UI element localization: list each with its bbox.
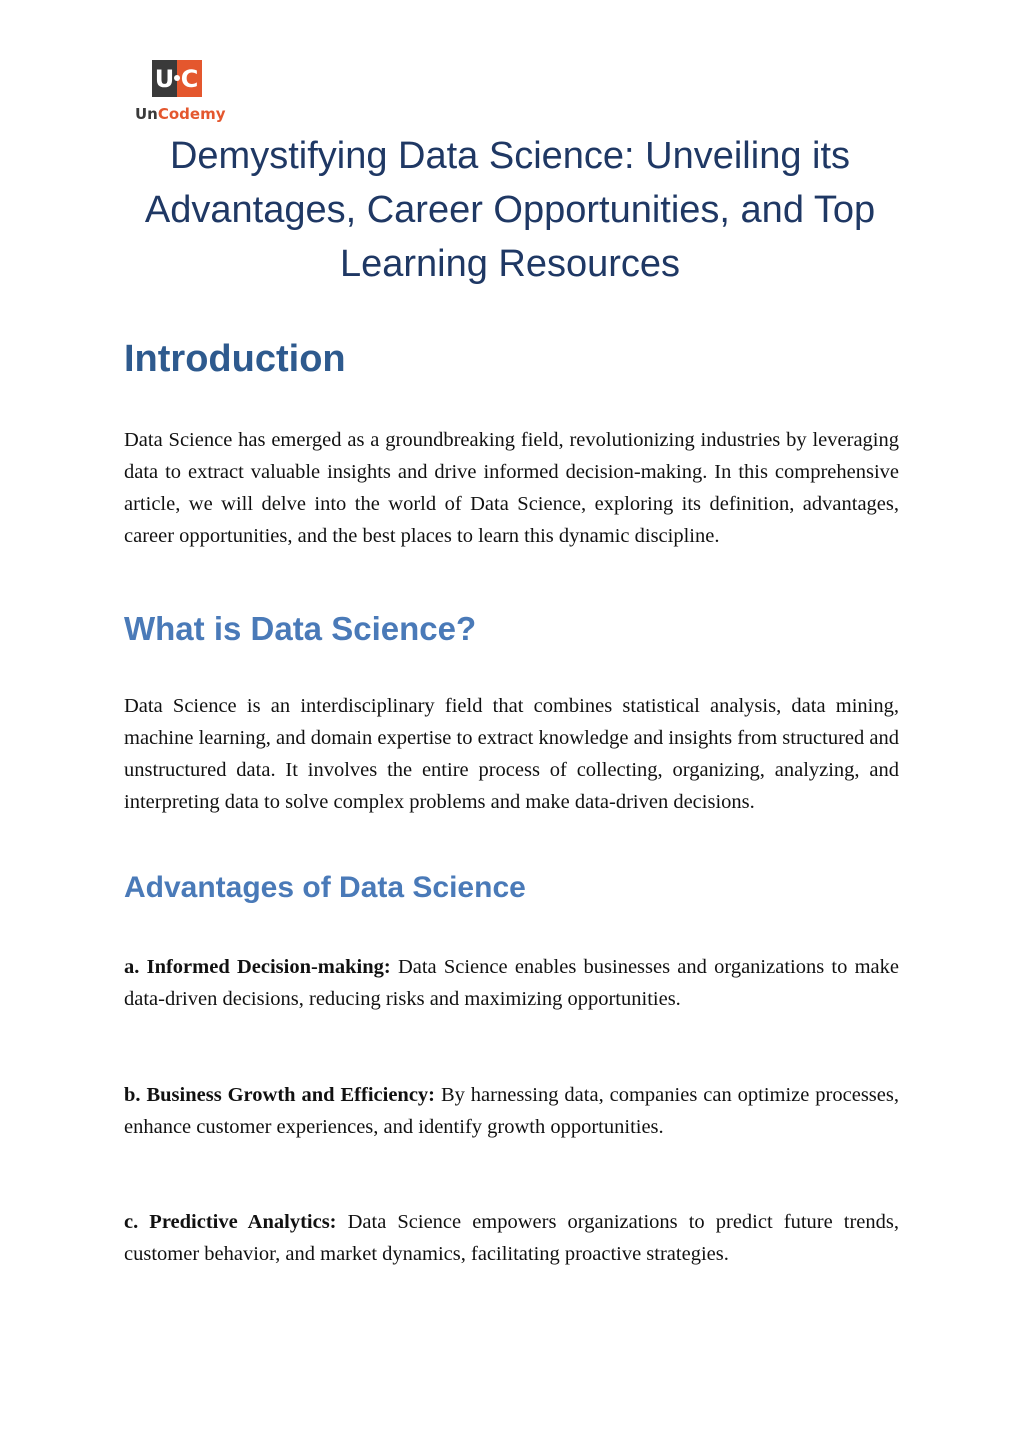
document-title: Demystifying Data Science: Unveiling its Advantages, Career Opportunities, and Top Learning Resources	[144, 135, 876, 285]
heading-introduction: Introduction	[124, 338, 346, 380]
logo-word-un: Un	[135, 105, 158, 123]
logo-mark	[152, 60, 202, 97]
advantage-item-a-label: a. Informed Decision-making:	[124, 956, 391, 978]
logo-mark-c	[177, 60, 202, 97]
advantage-item-c-text: Data Science empowers organizations to predict future trends, customer behavior, and market dynamics, facilitating proactive strategies.	[124, 1211, 899, 1265]
what-is-paragraph: Data Science is an interdisciplinary field that combines statistical analysis, data mining, machine learning, and domain expertise to extract knowledge and insights from structured and unstructured data. It involves the entire process of collecting, organizing, analyzing, and interpreting data to solve complex problems and make data-driven decisions.	[124, 695, 899, 813]
logo-mark-u-letter: U	[154, 64, 175, 93]
logo-dot	[174, 75, 180, 81]
advantage-item-a-text: Data Science enables businesses and organizations to make data-driven decisions, reducing risks and maximizing opportunities.	[124, 956, 899, 1010]
logo-mark-u	[152, 60, 177, 97]
logo-wordmark	[135, 105, 226, 123]
advantage-item-c	[124, 1206, 899, 1270]
logo-mark-c-letter: C	[180, 64, 199, 93]
heading-what-is-data-science: What is Data Science?	[124, 610, 477, 647]
advantage-item-b-text: By harnessing data, companies can optimize processes, enhance customer experiences, and identify growth opportunities.	[124, 1084, 899, 1138]
advantage-item-a	[124, 951, 899, 1015]
heading-advantages: Advantages of Data Science	[124, 871, 526, 904]
advantage-item-c-label: c. Predictive Analytics:	[124, 1211, 337, 1233]
introduction-paragraph: Data Science has emerged as a groundbreaking field, revolutionizing industries by leveraging data to extract valuable insights and drive informed decision-making. In this comprehensive article, we will delve into the world of Data Science, exploring its definition, advantages, career opportunities, and the best places to learn this dynamic discipline.	[124, 429, 899, 547]
advantage-item-b	[124, 1079, 899, 1143]
logo-word-codemy: Codemy	[157, 105, 226, 123]
uncodemy-logo	[135, 60, 225, 126]
advantage-item-b-label: b. Business Growth and Efficiency:	[124, 1084, 435, 1106]
